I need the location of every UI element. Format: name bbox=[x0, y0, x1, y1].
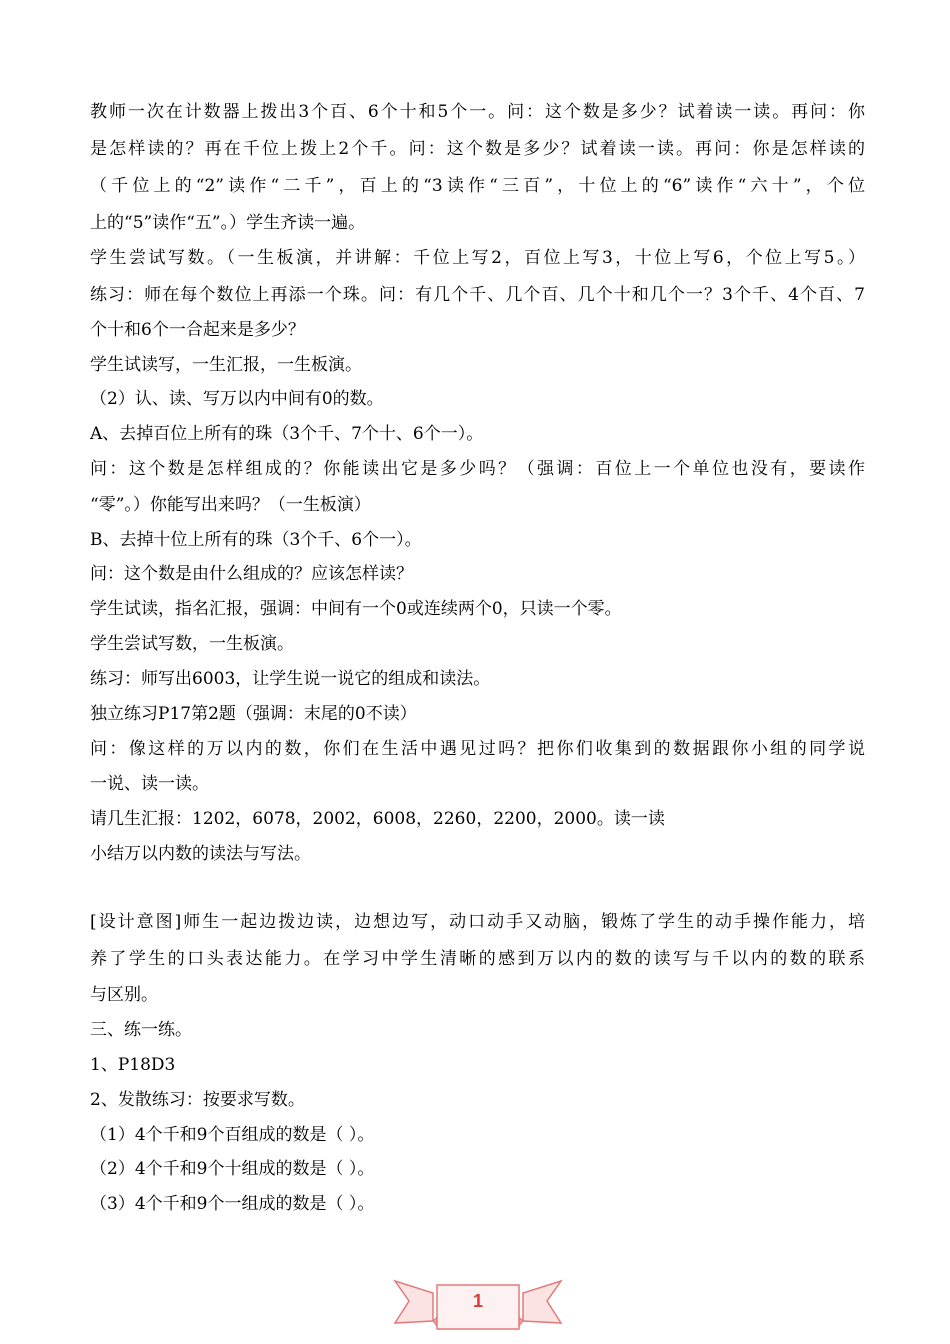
paragraph-line: 2、发散练习：按要求写数。 bbox=[90, 1090, 305, 1110]
paragraph-line: 请几生汇报：1202，6078，2002，6008，2260，2200，2000。读一读 bbox=[90, 809, 665, 829]
paragraph-line: （千位上的“2”读作“二千”，百上的“3读作“三百”，十位上的“6”读作“六十”，个位 bbox=[90, 176, 865, 196]
section-heading: 三、练一练。 bbox=[90, 1020, 192, 1040]
paragraph-line: 练习：师写出6003，让学生说一说它的组成和读法。 bbox=[90, 669, 491, 689]
paragraph-line: （2）认、读、写万以内中间有0的数。 bbox=[90, 389, 384, 409]
paragraph-line: 问：这个数是由什么组成的？应该怎样读？ bbox=[90, 564, 413, 584]
paragraph-line: 1、P18D3 bbox=[90, 1055, 176, 1075]
paragraph-line: 是怎样读的？再在千位上拨上2个千。问：这个数是多少？试着读一读。再问：你是怎样读的 bbox=[90, 139, 865, 159]
page-number: 1 bbox=[472, 1291, 483, 1311]
paragraph-line: “零”。）你能写出来吗？（一生板演） bbox=[90, 495, 371, 515]
paragraph-line: 学生尝试写数，一生板演。 bbox=[90, 634, 294, 654]
paragraph-line: 学生试读写，一生汇报，一生板演。 bbox=[90, 355, 362, 375]
exercise-item: （2）4个千和9个十组成的数是（ ）。 bbox=[90, 1159, 375, 1179]
paragraph-line: 学生试读，指名汇报，强调：中间有一个0或连续两个0，只读一个零。 bbox=[90, 599, 622, 619]
paragraph-line: 与区别。 bbox=[90, 985, 158, 1005]
paragraph-line: 问：这个数是怎样组成的？你能读出它是多少吗？（强调：百位上一个单位也没有，要读作 bbox=[90, 459, 865, 479]
paragraph-line: [设计意图]师生一起边拨边读，边想边写，动口动手又动脑，锻炼了学生的动手操作能力，培 bbox=[90, 912, 865, 932]
page-number-ribbon bbox=[393, 1275, 563, 1339]
paragraph-line: B、去掉十位上所有的珠（3个千、6个一）。 bbox=[90, 530, 422, 550]
exercise-item: （1）4个千和9个百组成的数是（ ）。 bbox=[90, 1125, 375, 1145]
paragraph-line: 个十和6个一合起来是多少？ bbox=[90, 320, 305, 340]
paragraph-line: 问：像这样的万以内的数，你们在生活中遇见过吗？把你们收集到的数据跟你小组的同学说 bbox=[90, 739, 865, 759]
paragraph-line: 小结万以内数的读法与写法。 bbox=[90, 844, 311, 864]
paragraph-line: 上的“5”读作“五”。）学生齐读一遍。 bbox=[90, 213, 366, 233]
paragraph-line: 养了学生的口头表达能力。在学习中学生清晰的感到万以内的数的读写与千以内的数的联系 bbox=[90, 949, 865, 969]
paragraph-line: 独立练习P17第2题（强调：末尾的0不读） bbox=[90, 704, 417, 724]
paragraph-line: 练习：师在每个数位上再添一个珠。问：有几个千、几个百、几个十和几个一？3个千、4个百、7 bbox=[90, 285, 865, 305]
paragraph-line: A、去掉百位上所有的珠（3个千、7个十、6个一）。 bbox=[90, 424, 484, 444]
paragraph-line: 一说、读一读。 bbox=[90, 774, 209, 794]
paragraph-line: 学生尝试写数。（一生板演，并讲解：千位上写2，百位上写3，十位上写6，个位上写5。） bbox=[90, 248, 865, 268]
paragraph-line: 教师一次在计数器上拨出3个百、6个十和5个一。问：这个数是多少？试着读一读。再问：你 bbox=[90, 102, 865, 122]
exercise-item: （3）4个千和9个一组成的数是（ ）。 bbox=[90, 1194, 375, 1214]
